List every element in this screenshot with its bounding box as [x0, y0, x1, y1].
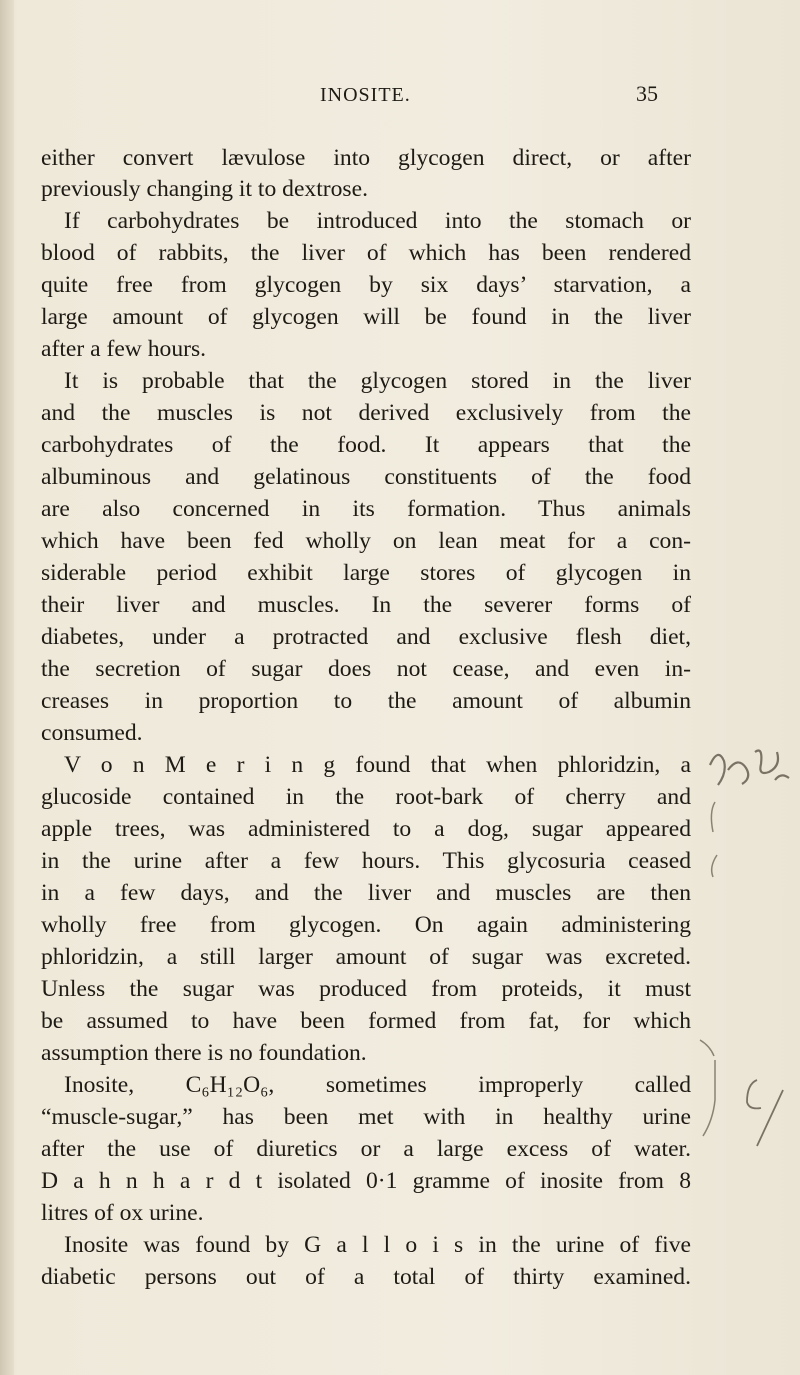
text-line: V o n M e r i n g found that when phloridzin, a [64, 752, 691, 778]
text-line: blood of rabbits, the liver of which has been rendered [41, 240, 691, 266]
text-line: in the urine after a few hours. This glycosuria ceased [41, 848, 691, 874]
text-line: litres of ox urine. [41, 1200, 204, 1226]
text-line: carbohydrates of the food. It appears that the [41, 432, 691, 458]
page-header [0, 81, 800, 114]
text-line: after a few hours. [41, 336, 207, 362]
text-line: previously changing it to dextrose. [41, 176, 368, 202]
text-line: siderable period exhibit large stores of glycogen in [41, 560, 691, 586]
text-line: albuminous and gelatinous constituents of the food [41, 464, 691, 490]
text-line: large amount of glycogen will be found in the liver [41, 304, 691, 330]
text-line: be assumed to have been formed from fat, for which [41, 1008, 691, 1034]
text-line: diabetic persons out of a total of thirty examined. [41, 1264, 691, 1290]
text-line: which have been fed wholly on lean meat for a con- [41, 528, 691, 554]
text-line: phloridzin, a still larger amount of sugar was excreted. [41, 944, 691, 970]
text-line: glucoside contained in the root-bark of cherry and [41, 784, 691, 810]
text-line: after the use of diuretics or a large excess of water. [41, 1136, 691, 1162]
text-line: Inosite, C₆H₁₂O₆, sometimes improperly called [64, 1072, 691, 1098]
marginal-handwriting [695, 740, 795, 1160]
page-number: 35 [636, 81, 658, 106]
running-head: INOSITE. [320, 84, 411, 106]
text-line: diabetes, under a protracted and exclusive flesh diet, [41, 624, 691, 650]
text-line: either convert lævulose into glycogen direct, or after [41, 145, 691, 171]
text-line: If carbohydrates be introduced into the stomach or [64, 208, 691, 234]
page-binding-edge [0, 0, 14, 1375]
text-line: Inosite was found by G a l l o i s in the urine of five [64, 1232, 691, 1258]
text-line: in a few days, and the liver and muscles are then [41, 880, 691, 906]
text-line: the secretion of sugar does not cease, and even in- [41, 656, 691, 682]
text-line: assumption there is no foundation. [41, 1040, 367, 1066]
text-line: “muscle-sugar,” has been met with in healthy urine [41, 1104, 691, 1130]
text-line: consumed. [41, 720, 143, 746]
text-line: are also concerned in its formation. Thus animals [41, 496, 691, 522]
text-line: quite free from glycogen by six days’ starvation, a [41, 272, 691, 298]
text-line: creases in proportion to the amount of albumin [41, 688, 691, 714]
text-line: apple trees, was administered to a dog, sugar appeared [41, 816, 691, 842]
text-line: Unless the sugar was produced from proteids, it must [41, 976, 691, 1002]
text-line: It is probable that the glycogen stored in the liver [64, 368, 691, 394]
text-line: wholly free from glycogen. On again administering [41, 912, 691, 938]
text-line: and the muscles is not derived exclusively from the [41, 400, 691, 426]
text-line: D a h n h a r d t isolated 0·1 gramme of inosite from 8 [41, 1168, 691, 1194]
text-line: their liver and muscles. In the severer forms of [41, 592, 691, 618]
